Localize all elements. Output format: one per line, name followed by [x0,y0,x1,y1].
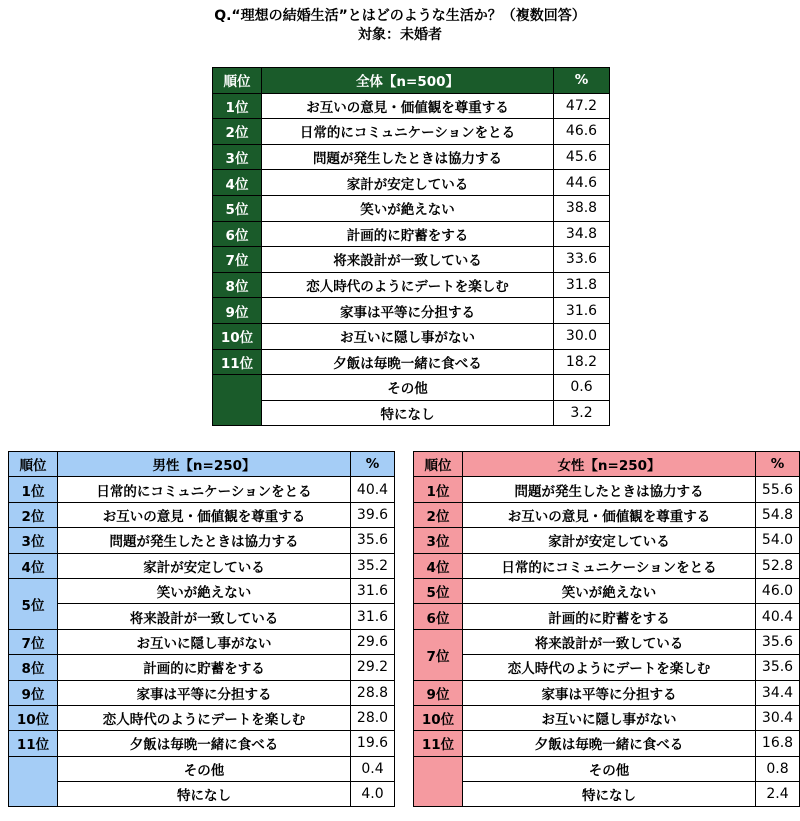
pct-cell: 2.4 [756,782,800,807]
male-table [8,451,395,807]
item-cell: 恋人時代のようにデートを楽しむ [463,655,756,680]
item-cell: お互いの意見・価値観を尊重する [463,502,756,527]
item-cell: その他 [262,375,554,401]
header-rank: 順位 [414,452,463,477]
item-cell: お互いの意見・価値観を尊重する [58,502,351,527]
table-row [414,705,800,730]
item-cell: お互いの意見・価値観を尊重する [262,93,554,119]
item-cell: 問題が発生したときは協力する [463,477,756,502]
pct-cell: 46.6 [554,119,610,145]
item-cell: 日常的にコミュニケーションをとる [262,119,554,145]
table-header-row [414,452,800,477]
table-row [414,477,800,502]
table-header-row [213,68,610,94]
rank-cell: 1位 [213,93,262,119]
rank-cell: 9位 [213,298,262,324]
item-cell: 夕飯は毎晩一緒に食べる [463,731,756,756]
rank-cell: 10位 [9,705,58,730]
pct-cell: 29.6 [351,629,395,654]
pct-cell: 31.6 [351,604,395,629]
table-row [9,705,395,730]
rank-cell-empty [213,375,262,426]
table-row [414,553,800,578]
table-header-row [9,452,395,477]
rank-cell: 9位 [414,680,463,705]
rank-cell: 3位 [414,528,463,553]
table-row [414,604,800,629]
table-row [213,349,610,375]
rank-cell: 11位 [213,349,262,375]
rank-cell: 5位 [213,195,262,221]
rank-cell: 7位 [414,629,463,680]
table-row [9,578,395,603]
pct-cell: 31.6 [554,298,610,324]
pct-cell: 30.0 [554,323,610,349]
rank-cell: 4位 [9,553,58,578]
pct-cell: 31.6 [351,578,395,603]
header-item: 全体【n=500】 [262,68,554,94]
header-pct: % [554,68,610,94]
rank-cell: 6位 [414,604,463,629]
table-row [9,680,395,705]
pct-cell: 34.4 [756,680,800,705]
item-cell: 将来設計が一致している [463,629,756,654]
female-table [413,451,800,807]
pct-cell: 19.6 [351,731,395,756]
pct-cell: 40.4 [351,477,395,502]
header-rank: 順位 [9,452,58,477]
pct-cell: 35.6 [756,629,800,654]
table-row [414,756,800,781]
header-rank: 順位 [213,68,262,94]
item-cell: 計画的に貯蓄をする [58,655,351,680]
header-pct: % [351,452,395,477]
rank-cell: 8位 [9,655,58,680]
item-cell: 笑いが絶えない [58,578,351,603]
item-cell: 家事は平等に分担する [262,298,554,324]
rank-cell: 1位 [414,477,463,502]
item-cell: その他 [463,756,756,781]
item-cell: 計画的に貯蓄をする [262,221,554,247]
pct-cell: 16.8 [756,731,800,756]
item-cell: 家事は平等に分担する [58,680,351,705]
table-row [9,553,395,578]
item-cell: 恋人時代のようにデートを楽しむ [262,272,554,298]
item-cell: お互いに隠し事がない [58,629,351,654]
pct-cell: 4.0 [351,782,395,807]
table-row [414,502,800,527]
pct-cell: 35.6 [351,528,395,553]
table-row [213,323,610,349]
table-row [213,93,610,119]
rank-cell-empty [9,756,58,807]
table-row [414,578,800,603]
table-row [213,400,610,426]
pct-cell: 39.6 [351,502,395,527]
table-row [414,680,800,705]
pct-cell: 18.2 [554,349,610,375]
table-row [9,477,395,502]
item-cell: 将来設計が一致している [262,247,554,273]
rank-cell: 5位 [414,578,463,603]
item-cell: 家計が安定している [262,170,554,196]
overall-table [212,67,610,426]
rank-cell: 8位 [213,272,262,298]
item-cell: 家事は平等に分担する [463,680,756,705]
page-subtitle: 対象：未婚者 [358,27,442,43]
table-row [414,731,800,756]
rank-cell: 11位 [414,731,463,756]
table-row [213,195,610,221]
header-item: 女性【n=250】 [463,452,756,477]
item-cell: 特になし [463,782,756,807]
rank-cell: 3位 [213,144,262,170]
rank-cell: 2位 [9,502,58,527]
rank-cell: 2位 [213,119,262,145]
rank-cell: 4位 [213,170,262,196]
item-cell: 特になし [262,400,554,426]
table-row [9,655,395,680]
item-cell: 夕飯は毎晩一緒に食べる [262,349,554,375]
pct-cell: 47.2 [554,93,610,119]
item-cell: お互いに隠し事がない [463,705,756,730]
item-cell: 恋人時代のようにデートを楽しむ [58,705,351,730]
table-row [414,629,800,654]
table-row [9,528,395,553]
pct-cell: 44.6 [554,170,610,196]
table-row [213,298,610,324]
rank-cell: 7位 [9,629,58,654]
rank-cell: 9位 [9,680,58,705]
table-row [414,528,800,553]
pct-cell: 52.8 [756,553,800,578]
rank-cell: 10位 [213,323,262,349]
item-cell: 日常的にコミュニケーションをとる [58,477,351,502]
rank-cell: 5位 [9,578,58,629]
item-cell: 将来設計が一致している [58,604,351,629]
table-row [9,731,395,756]
rank-cell: 1位 [9,477,58,502]
pct-cell: 0.6 [554,375,610,401]
rank-cell: 11位 [9,731,58,756]
pct-cell: 55.6 [756,477,800,502]
pct-cell: 45.6 [554,144,610,170]
pct-cell: 31.8 [554,272,610,298]
item-cell: 笑いが絶えない [262,195,554,221]
pct-cell: 0.4 [351,756,395,781]
item-cell: 笑いが絶えない [463,578,756,603]
pct-cell: 34.8 [554,221,610,247]
item-cell: 特になし [58,782,351,807]
header-item: 男性【n=250】 [58,452,351,477]
pct-cell: 40.4 [756,604,800,629]
pct-cell: 54.8 [756,502,800,527]
item-cell: 家計が安定している [463,528,756,553]
rank-cell: 2位 [414,502,463,527]
table-row [213,221,610,247]
table-row [414,782,800,807]
page-title: Q.“理想の結婚生活”とはどのような生活か？（複数回答） [214,8,586,24]
pct-cell: 38.8 [554,195,610,221]
item-cell: お互いに隠し事がない [262,323,554,349]
item-cell: 問題が発生したときは協力する [262,144,554,170]
pct-cell: 28.0 [351,705,395,730]
header-pct: % [756,452,800,477]
table-row [213,272,610,298]
rank-cell: 10位 [414,705,463,730]
table-row [213,144,610,170]
table-row [9,629,395,654]
rank-cell-empty [414,756,463,807]
pct-cell: 46.0 [756,578,800,603]
pct-cell: 33.6 [554,247,610,273]
table-row [213,247,610,273]
pct-cell: 54.0 [756,528,800,553]
rank-cell: 3位 [9,528,58,553]
item-cell: 日常的にコミュニケーションをとる [463,553,756,578]
table-row [213,170,610,196]
item-cell: 問題が発生したときは協力する [58,528,351,553]
pct-cell: 35.6 [756,655,800,680]
pct-cell: 29.2 [351,655,395,680]
pct-cell: 3.2 [554,400,610,426]
pct-cell: 30.4 [756,705,800,730]
table-row [9,502,395,527]
table-row [213,375,610,401]
pct-cell: 35.2 [351,553,395,578]
rank-cell: 4位 [414,553,463,578]
table-row [414,655,800,680]
rank-cell: 6位 [213,221,262,247]
rank-cell: 7位 [213,247,262,273]
table-row [9,756,395,781]
table-row [9,604,395,629]
item-cell: その他 [58,756,351,781]
table-row [213,119,610,145]
item-cell: 夕飯は毎晩一緒に食べる [58,731,351,756]
pct-cell: 0.8 [756,756,800,781]
item-cell: 計画的に貯蓄をする [463,604,756,629]
table-row [9,782,395,807]
item-cell: 家計が安定している [58,553,351,578]
pct-cell: 28.8 [351,680,395,705]
